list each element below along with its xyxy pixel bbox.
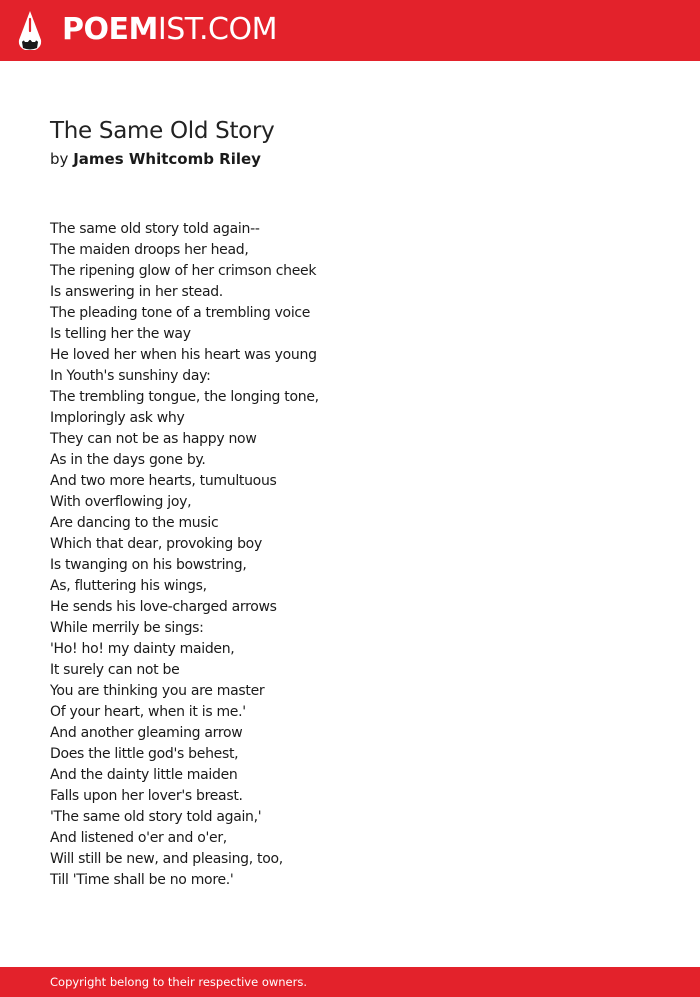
poem-line: It surely can not be bbox=[50, 662, 180, 678]
copyright-notice: Copyright belong to their respective owners. bbox=[50, 975, 308, 989]
poem-line: Which that dear, provoking boy bbox=[50, 536, 262, 552]
poem-line: Till 'Time shall be no more.' bbox=[50, 872, 234, 888]
poem-line: 'The same old story told again,' bbox=[50, 809, 262, 825]
poem-line: The maiden droops her head, bbox=[50, 242, 249, 258]
poem-line: He loved her when his heart was young bbox=[50, 347, 317, 363]
poem-line: In Youth's sunshiny day: bbox=[50, 368, 211, 384]
site-header bbox=[0, 0, 700, 61]
by-label: by bbox=[50, 150, 69, 168]
poem-line: He sends his love-charged arrows bbox=[50, 599, 277, 615]
poem-line: Will still be new, and pleasing, too, bbox=[50, 851, 283, 867]
poem-line: Imploringly ask why bbox=[50, 410, 185, 426]
quill-pen-icon bbox=[17, 10, 43, 51]
logo-light-text: IST.COM bbox=[157, 12, 277, 47]
poem-line: Is answering in her stead. bbox=[50, 284, 223, 300]
logo-bold-text: POEM bbox=[62, 12, 158, 47]
poem-line: Is telling her the way bbox=[50, 326, 191, 342]
poem-line: 'Ho! ho! my dainty maiden, bbox=[50, 641, 235, 657]
poem-byline bbox=[50, 148, 261, 170]
poem-author: James Whitcomb Riley bbox=[73, 150, 261, 168]
poem-body bbox=[50, 219, 319, 891]
poem-line: With overflowing joy, bbox=[50, 494, 192, 510]
poem-line: And the dainty little maiden bbox=[50, 767, 238, 783]
poem-line: Is twanging on his bowstring, bbox=[50, 557, 247, 573]
poem-line: They can not be as happy now bbox=[50, 431, 257, 447]
poem-line: You are thinking you are master bbox=[50, 683, 265, 699]
site-footer bbox=[0, 967, 700, 997]
poem-line: And two more hearts, tumultuous bbox=[50, 473, 277, 489]
poem-line: Are dancing to the music bbox=[50, 515, 219, 531]
poem-line: The trembling tongue, the longing tone, bbox=[50, 389, 319, 405]
site-logo[interactable] bbox=[62, 12, 277, 48]
poem-title: The Same Old Story bbox=[50, 118, 275, 144]
poem-line: Does the little god's behest, bbox=[50, 746, 239, 762]
poem-line: The same old story told again-- bbox=[50, 221, 260, 237]
poem-line: And listened o'er and o'er, bbox=[50, 830, 227, 846]
poem-line: Of your heart, when it is me.' bbox=[50, 704, 246, 720]
poem-line: While merrily be sings: bbox=[50, 620, 204, 636]
poem-line: As, fluttering his wings, bbox=[50, 578, 207, 594]
poem-line: Falls upon her lover's breast. bbox=[50, 788, 243, 804]
poem-line: The ripening glow of her crimson cheek bbox=[50, 263, 317, 279]
poem-line: The pleading tone of a trembling voice bbox=[50, 305, 311, 321]
poem-line: As in the days gone by. bbox=[50, 452, 206, 468]
poem-line: And another gleaming arrow bbox=[50, 725, 243, 741]
